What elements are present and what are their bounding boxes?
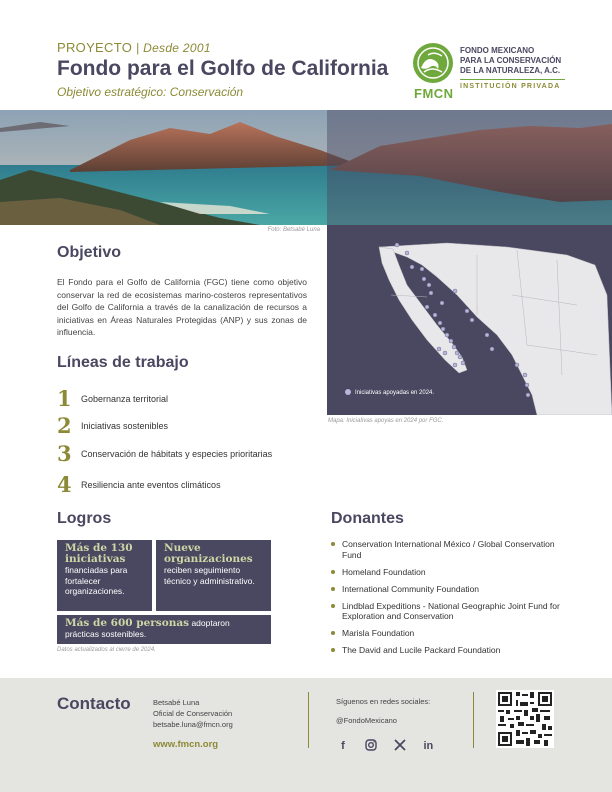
line-number: 1: [57, 386, 72, 411]
line-number: 3: [57, 441, 72, 466]
since-label: | Desde 2001: [136, 41, 211, 55]
social-icons: [336, 737, 445, 751]
achievement-text: financiadas para fortalecer organizaciones.: [65, 565, 128, 596]
project-kicker: [57, 40, 211, 55]
x-icon[interactable]: [393, 739, 407, 753]
achievement-box: [57, 540, 152, 611]
social-handle[interactable]: @FondoMexicano: [336, 716, 397, 725]
legend-label: Iniciativas apoyadas en 2024.: [355, 390, 435, 396]
legend-dot-icon: [345, 389, 351, 395]
achievement-highlight: Más de 600 personas: [65, 617, 190, 629]
contact-heading: Contacto: [57, 694, 131, 713]
objective-heading: Objetivo: [57, 244, 122, 261]
achievement-text: reciben seguimiento técnico y administrativo.: [164, 565, 255, 586]
logo-tagline: INSTITUCIÓN PRIVADA: [460, 83, 561, 90]
footer-divider: [308, 692, 309, 748]
achievement-text: [65, 618, 263, 640]
facebook-icon[interactable]: f: [341, 739, 345, 752]
contact-email[interactable]: betsabe.luna@fmcn.org: [153, 720, 233, 729]
social-label: Síguenos en redes sociales:: [336, 697, 431, 706]
achievements-heading: Logros: [57, 510, 112, 527]
achievement-box: [57, 615, 271, 644]
achievement-highlight: Más de 130 iniciativas: [65, 542, 133, 565]
instagram-icon[interactable]: [364, 739, 378, 753]
donor-item: Marisla Foundation: [331, 628, 571, 639]
logo-name-line: FONDO MEXICANO: [460, 46, 535, 55]
donor-item: The David and Lucile Packard Foundation: [331, 645, 571, 656]
achievement-box: [156, 540, 271, 611]
map-legend: [345, 389, 434, 396]
qr-code-icon[interactable]: [496, 690, 554, 748]
achievements-note: Datos actualizados al cierre de 2024.: [57, 647, 156, 653]
contact-name: Betsabé Luna: [153, 698, 200, 707]
line-label: Gobernanza territorial: [81, 394, 169, 404]
map-panel: [327, 225, 612, 415]
lines-heading: Líneas de trabajo: [57, 354, 189, 371]
landscape-photo: [0, 110, 612, 225]
page-title: Fondo para el Golfo de California: [57, 57, 389, 80]
logo-name-line: PARA LA CONSERVACIÓN: [460, 56, 562, 65]
line-label: Iniciativas sostenibles: [81, 421, 169, 431]
donor-item: Homeland Foundation: [331, 567, 571, 578]
logo-divider: [460, 79, 565, 80]
logo-abbreviation: FMCN: [414, 86, 454, 101]
objective-text: El Fondo para el Golfo de California (FGC) tiene como objetivo conservar la red de ecosistemas marino-costeros representativos del Golfo de California a través de la canalización de recursos a iniciativas en Áreas Naturales Protegidas (ANP) y sus zonas de influencia.: [57, 277, 307, 338]
achievement-text-inline: adoptaron prácticas sostenibles.: [65, 618, 230, 639]
donors-list: [331, 539, 571, 662]
logo-name-line: DE LA NATURALEZA, A.C.: [460, 66, 561, 75]
fmcn-logo[interactable]: [412, 42, 572, 102]
contact-info: [153, 697, 233, 730]
header: [0, 0, 612, 110]
donor-item: Lindblad Expeditions - National Geographic Joint Fund for Exploration and Conservation: [331, 601, 571, 622]
wave-logo-icon: [412, 42, 454, 84]
contact-role: Oficial de Conservación: [153, 709, 233, 718]
donors-heading: Donantes: [331, 510, 404, 527]
donor-item: Conservation International México / Global Conservation Fund: [331, 539, 571, 560]
donor-item: International Community Foundation: [331, 584, 571, 595]
achievement-highlight: Nueve organizaciones: [164, 542, 253, 565]
website-link[interactable]: www.fmcn.org: [153, 739, 219, 750]
photo-credit: Foto: Betsabé Luna: [267, 227, 320, 233]
line-label: Conservación de hábitats y especies prioritarias: [81, 449, 273, 459]
footer-divider: [473, 692, 474, 748]
kicker-label: PROYECTO: [57, 40, 133, 55]
logo-name: [460, 46, 572, 76]
map-caption: Mapa: Iniciativas apoyas en 2024 por FGC.: [328, 418, 444, 424]
line-label: Resiliencia ante eventos climáticos: [81, 480, 221, 490]
gulf-map: [327, 225, 612, 415]
linkedin-icon[interactable]: in: [423, 739, 434, 752]
page-subtitle: Objetivo estratégico: Conservación: [57, 85, 244, 99]
line-number: 4: [57, 472, 72, 497]
line-number: 2: [57, 413, 72, 438]
